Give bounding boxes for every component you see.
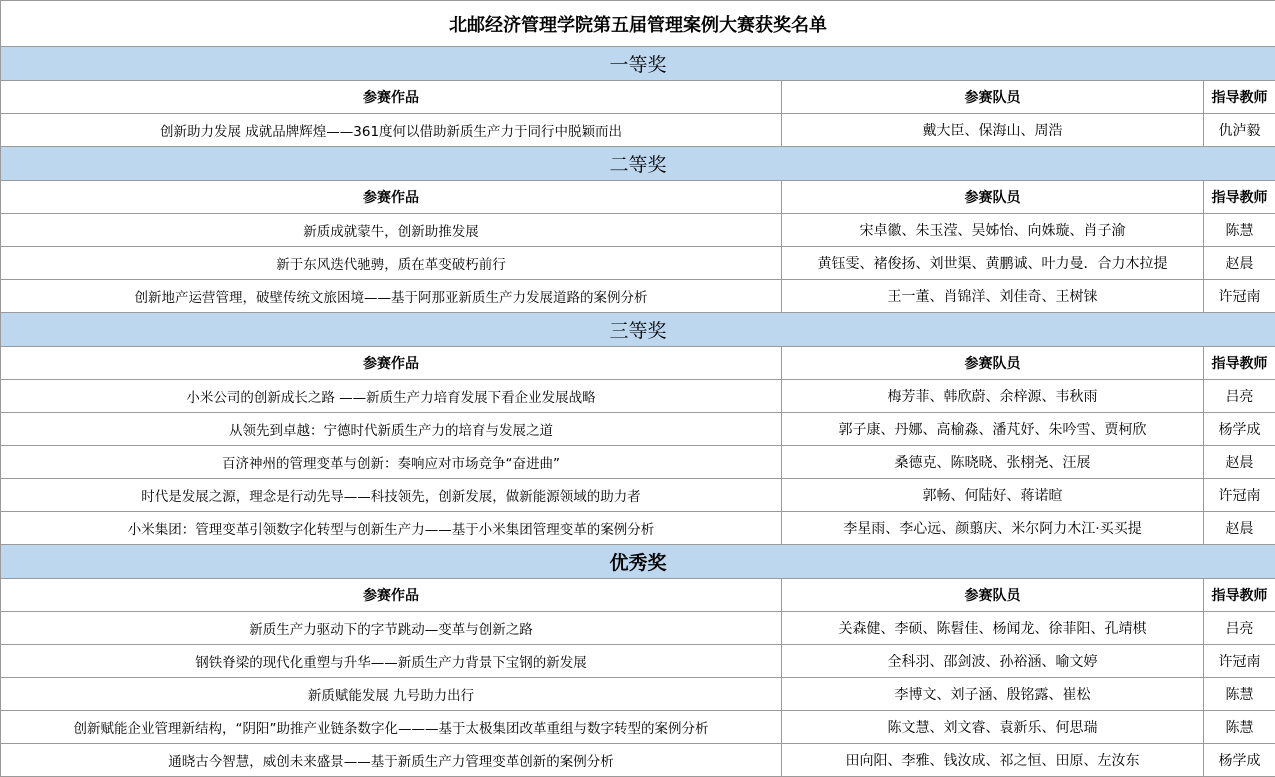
- table-row: [1, 413, 1275, 446]
- column-header-work: 参赛作品: [1, 181, 782, 214]
- table-row: [1, 744, 1275, 777]
- team-members: 李博文、刘子涵、殷铭露、崔松: [782, 678, 1204, 711]
- prize-heading: 优秀奖: [1, 545, 1275, 579]
- work-title: 新质生产力驱动下的字节跳动—变革与创新之路: [1, 612, 782, 645]
- table-row: [1, 247, 1275, 280]
- team-members: 黄钰雯、褚俊扬、刘世渠、黄鹏诚、叶力曼．合力木拉提: [782, 247, 1204, 280]
- column-header-work: 参赛作品: [1, 347, 782, 380]
- column-header-row: [1, 81, 1275, 114]
- work-title: 从领先到卓越：宁德时代新质生产力的培育与发展之道: [1, 413, 782, 446]
- prize-header-row: [1, 47, 1275, 81]
- team-members: 郭子康、丹娜、高榆淼、潘芃妤、朱吟雪、贾柯欣: [782, 413, 1204, 446]
- work-title: 创新地产运营管理，破壁传统文旅困境——基于阿那亚新质生产力发展道路的案例分析: [1, 280, 782, 313]
- team-members: 戴大臣、保海山、周浩: [782, 114, 1204, 147]
- team-members: 梅芳菲、韩欣蔚、余梓源、韦秋雨: [782, 380, 1204, 413]
- prize-heading: 三等奖: [1, 313, 1275, 347]
- prize-heading: 一等奖: [1, 47, 1275, 81]
- advisor: 许冠南: [1204, 280, 1275, 313]
- column-header-members: 参赛队员: [782, 347, 1204, 380]
- work-title: 新于东风迭代驰骋，质在革变破朽前行: [1, 247, 782, 280]
- team-members: 王一董、肖锦洋、刘佳奇、王树铼: [782, 280, 1204, 313]
- table-row: [1, 280, 1275, 313]
- advisor: 仇泸毅: [1204, 114, 1275, 147]
- work-title: 创新助力发展 成就品牌辉煌——361度何以借助新质生产力于同行中脱颖而出: [1, 114, 782, 147]
- table-row: [1, 446, 1275, 479]
- advisor: 许冠南: [1204, 479, 1275, 512]
- table-row: [1, 645, 1275, 678]
- prize-heading: 二等奖: [1, 147, 1275, 181]
- advisor: 赵晨: [1204, 446, 1275, 479]
- work-title: 新质成就蒙牛，创新助推发展: [1, 214, 782, 247]
- team-members: 陈文慧、刘文睿、袁新乐、何思瑞: [782, 711, 1204, 744]
- team-members: 关森健、李硕、陈髫佳、杨闻龙、徐菲阳、孔靖棋: [782, 612, 1204, 645]
- team-members: 田向阳、李雅、钱汝成、祁之恒、田原、左汝东: [782, 744, 1204, 777]
- team-members: 全科羽、邵剑波、孙裕涵、喻文婷: [782, 645, 1204, 678]
- work-title: 小米公司的创新成长之路 ——新质生产力培育发展下看企业发展战略: [1, 380, 782, 413]
- advisor: 陈慧: [1204, 711, 1275, 744]
- work-title: 小米集团：管理变革引领数字化转型与创新生产力——基于小米集团管理变革的案例分析: [1, 512, 782, 545]
- advisor: 赵晨: [1204, 512, 1275, 545]
- team-members: 桑德克、陈晓晓、张栩尧、汪展: [782, 446, 1204, 479]
- column-header-work: 参赛作品: [1, 81, 782, 114]
- column-header-row: [1, 347, 1275, 380]
- team-members: 宋卓徽、朱玉滢、吴姊怡、向姝璇、肖子渝: [782, 214, 1204, 247]
- work-title: 钢铁脊梁的现代化重塑与升华——新质生产力背景下宝钢的新发展: [1, 645, 782, 678]
- table-row: [1, 479, 1275, 512]
- column-header-teacher: 指导教师: [1204, 81, 1275, 114]
- advisor: 杨学成: [1204, 413, 1275, 446]
- work-title: 通晓古今智慧，威创未来盛景——基于新质生产力管理变革创新的案例分析: [1, 744, 782, 777]
- table-row: [1, 380, 1275, 413]
- column-header-teacher: 指导教师: [1204, 579, 1275, 612]
- page-title: 北邮经济管理学院第五届管理案例大赛获奖名单: [1, 1, 1275, 47]
- advisor: 吕亮: [1204, 380, 1275, 413]
- table-row: [1, 612, 1275, 645]
- column-header-members: 参赛队员: [782, 81, 1204, 114]
- team-members: 郭畅、何陆好、蒋诺暄: [782, 479, 1204, 512]
- prize-header-row: [1, 313, 1275, 347]
- advisor: 杨学成: [1204, 744, 1275, 777]
- advisor: 许冠南: [1204, 645, 1275, 678]
- title-row: [1, 1, 1275, 47]
- table-row: [1, 214, 1275, 247]
- prize-header-row: [1, 545, 1275, 579]
- column-header-members: 参赛队员: [782, 181, 1204, 214]
- work-title: 新质赋能发展 九号助力出行: [1, 678, 782, 711]
- table-row: [1, 711, 1275, 744]
- work-title: 百济神州的管理变革与创新：奏响应对市场竞争“奋进曲”: [1, 446, 782, 479]
- column-header-row: [1, 579, 1275, 612]
- prize-header-row: [1, 147, 1275, 181]
- advisor: 陈慧: [1204, 678, 1275, 711]
- advisor: 吕亮: [1204, 612, 1275, 645]
- advisor: 赵晨: [1204, 247, 1275, 280]
- table-row: [1, 678, 1275, 711]
- table-row: [1, 512, 1275, 545]
- table-row: [1, 114, 1275, 147]
- column-header-teacher: 指导教师: [1204, 181, 1275, 214]
- column-header-teacher: 指导教师: [1204, 347, 1275, 380]
- column-header-members: 参赛队员: [782, 579, 1204, 612]
- team-members: 李星雨、李心远、颜翦庆、米尔阿力木江·买买提: [782, 512, 1204, 545]
- column-header-row: [1, 181, 1275, 214]
- column-header-work: 参赛作品: [1, 579, 782, 612]
- work-title: 创新赋能企业管理新结构，“阴阳”助推产业链条数字化———基于太极集团改革重组与数字转型的案例分析: [1, 711, 782, 744]
- work-title: 时代是发展之源，理念是行动先导——科技领先，创新发展，做新能源领域的助力者: [1, 479, 782, 512]
- advisor: 陈慧: [1204, 214, 1275, 247]
